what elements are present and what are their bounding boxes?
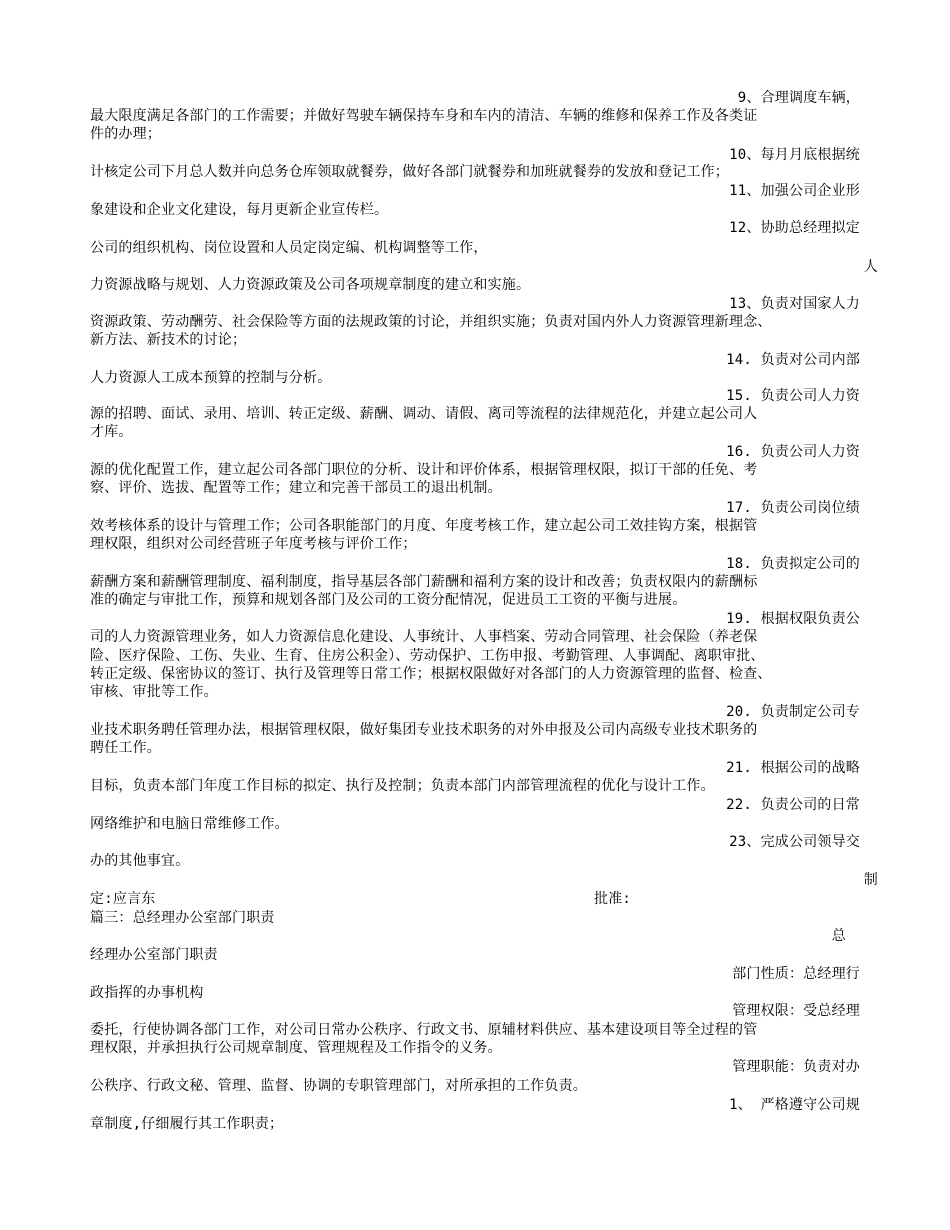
text-line: 最大限度满足各部门的工作需要；并做好驾驶车辆保持车身和车内的清洁、车辆的维修和保养工作及各类证 xyxy=(90,108,758,124)
text-line: 人 xyxy=(863,259,878,275)
text-line: 理权限，组织对公司经营班子年度考核与评价工作； xyxy=(90,536,417,552)
text-line: 12、协助总经理拟定 xyxy=(729,220,860,236)
text-line: 新方法、新技术的讨论； xyxy=(90,332,247,348)
text-line: 理权限，并承担执行公司规章制度、管理规程及工作指令的义务。 xyxy=(90,1040,502,1056)
text-line: 资源政策、劳动酬劳、社会保险等方面的法规政策的讨论，并组织实施；负责对国内外人力资源管理新理念、 xyxy=(90,314,772,330)
text-line: 16. 负责公司人力资 xyxy=(726,444,860,460)
text-line: 业技术职务聘任管理办法，根据管理权限，做好集团专业技术职务的对外申报及公司内高级专业技术职务的 xyxy=(90,722,758,738)
text-line: 人力资源人工成本预算的控制与分析。 xyxy=(90,370,332,386)
text-line: 件的办理； xyxy=(90,126,161,142)
text-line: 管理权限：受总经理 xyxy=(732,1003,860,1019)
text-line: 才库。 xyxy=(90,424,133,440)
text-line: 源的优化配置工作，建立起公司各部门职位的分析、设计和评价体系，根据管理权限，拟订干部的任免、考 xyxy=(90,462,758,478)
text-line: 13、负责对国家人力 xyxy=(729,296,860,312)
text-line: 司的人力资源管理业务，如人力资源信息化建设、人事统计、人事档案、劳动合同管理、社会保险（养老保 xyxy=(90,629,758,645)
text-line: 委托，行使协调各部门工作，对公司日常办公秩序、行政文书、原辅材料供应、基本建设项目等全过程的管 xyxy=(90,1022,758,1038)
text-line: 象建设和企业文化建设，每月更新企业宣传栏。 xyxy=(90,202,389,218)
text-line: 计核定公司下月总人数并向总务仓库领取就餐券，做好各部门就餐券和加班就餐券的发放和登记工作； xyxy=(90,164,729,180)
text-line: 管理职能：负责对办 xyxy=(732,1059,860,1075)
text-line: 总 xyxy=(831,928,846,944)
text-line: 章制度,仔细履行其工作职责； xyxy=(90,1116,284,1132)
text-line: 转正定级、保密协议的签订、执行及管理等日常工作；根据权限做好对各部门的人力资源管理的监督、检查、 xyxy=(90,666,772,682)
text-line: 险、医疗保险、工伤、失业、生育、住房公积金）、劳动保护、工伤申报、考勤管理、人事调配、离职审批、 xyxy=(90,648,765,664)
text-line: 9、合理调度车辆， xyxy=(737,90,860,106)
text-line: 公秩序、行政文秘、管理、监督、协调的专职管理部门，对所承担的工作负责。 xyxy=(90,1078,587,1094)
text-line: 审核、审批等工作。 xyxy=(90,684,218,700)
text-line: 19. 根据权限负责公 xyxy=(726,611,860,627)
text-line: 1、 严格遵守公司规 xyxy=(729,1097,860,1113)
text-line: 效考核体系的设计与管理工作；公司各职能部门的月度、年度考核工作，建立起公司工效挂钩方案，根据管 xyxy=(90,518,758,534)
text-line: 准的确定与审批工作，预算和规划各部门及公司的工资分配情况，促进员工工资的平衡与进展。 xyxy=(90,592,687,608)
text-line: 17. 负责公司岗位绩 xyxy=(726,500,860,516)
text-line: 11、加强公司企业形 xyxy=(729,183,860,199)
text-line: 察、评价、选拔、配置等工作；建立和完善干部员工的退出机制。 xyxy=(90,480,502,496)
text-line: 15. 负责公司人力资 xyxy=(726,388,860,404)
text-line: 篇三：总经理办公室部门职责 xyxy=(90,910,275,926)
text-line: 目标，负责本部门年度工作目标的拟定、执行及控制；负责本部门内部管理流程的优化与设计工作。 xyxy=(90,778,715,794)
text-line: 办的其他事宜。 xyxy=(90,853,190,869)
text-line: 定:应言东 xyxy=(90,891,156,907)
text-line: 制 xyxy=(863,872,878,888)
text-line: 部门性质：总经理行 xyxy=(732,966,860,982)
text-line: 网络维护和电脑日常维修工作。 xyxy=(90,816,289,832)
text-line: 20. 负责制定公司专 xyxy=(726,704,860,720)
text-line: 聘任工作。 xyxy=(90,740,161,756)
text-line: 薪酬方案和薪酬管理制度、福利制度，指导基层各部门薪酬和福利方案的设计和改善；负责权限内的薪酬标 xyxy=(90,574,758,590)
text-line: 源的招聘、面试、录用、培训、转正定级、薪酬、调动、请假、离司等流程的法律规范化，并建立起公司人 xyxy=(90,406,758,422)
text-line: 经理办公室部门职责 xyxy=(90,947,218,963)
text-line: 政指挥的办事机构 xyxy=(90,985,204,1001)
text-line: 18. 负责拟定公司的 xyxy=(726,556,860,572)
text-line: 公司的组织机构、岗位设置和人员定岗定编、机构调整等工作， xyxy=(90,240,488,256)
text-line: 22. 负责公司的日常 xyxy=(726,797,860,813)
text-line: 批准: xyxy=(594,891,632,907)
text-line: 14. 负责对公司内部 xyxy=(726,352,860,368)
text-line: 21. 根据公司的战略 xyxy=(726,760,860,776)
text-line: 力资源战略与规划、人力资源政策及公司各项规章制度的建立和实施。 xyxy=(90,277,531,293)
text-line: 10、每月月底根据统 xyxy=(729,147,860,163)
text-line: 23、完成公司领导交 xyxy=(729,834,860,850)
